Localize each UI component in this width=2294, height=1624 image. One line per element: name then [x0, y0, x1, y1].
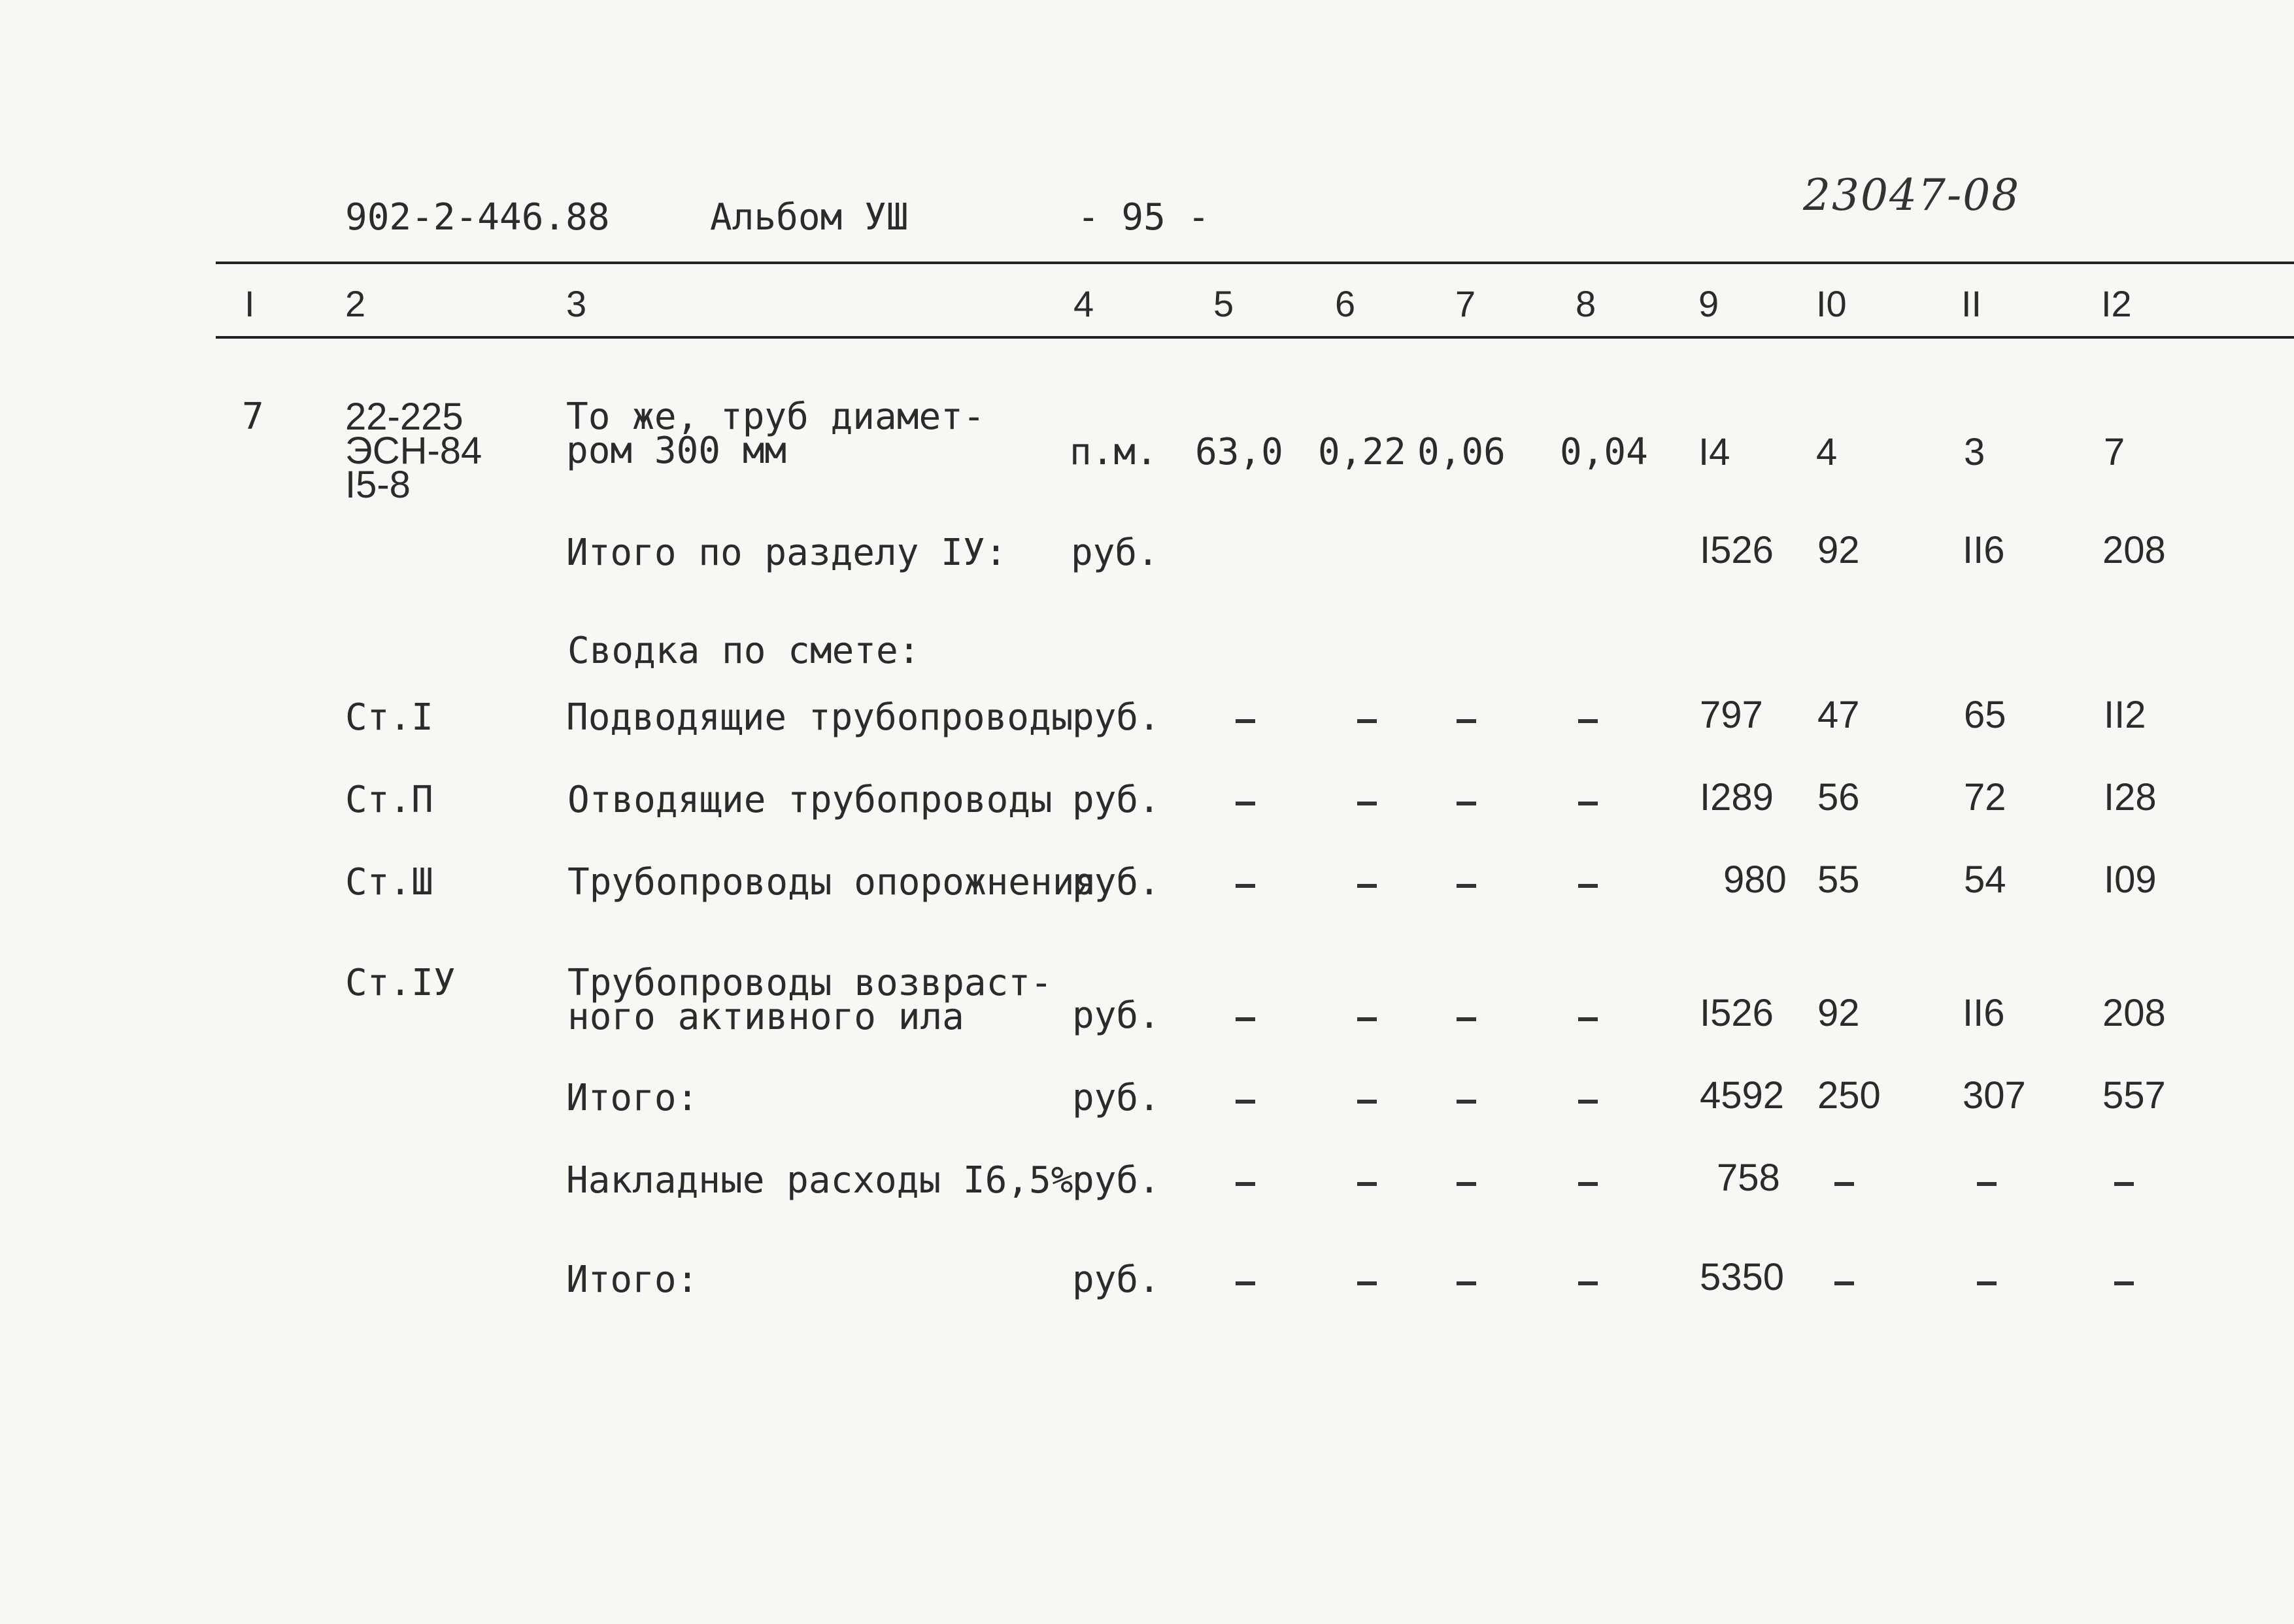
row-col11: 72 — [1964, 776, 2006, 819]
row-description: Отводящие трубопроводы — [567, 779, 1053, 821]
col-num-7: 7 — [1455, 283, 1476, 324]
row-col7-dash — [1457, 1100, 1476, 1104]
row-col7-dash — [1457, 719, 1476, 723]
row-unit: руб. — [1072, 1159, 1160, 1202]
row-unit: руб. — [1072, 1077, 1160, 1119]
row-col12: II2 — [2104, 694, 2146, 736]
row-col8-dash — [1578, 884, 1598, 888]
row-col8-dash — [1578, 1017, 1598, 1021]
row-col8-dash — [1578, 1100, 1598, 1104]
row-col5-dash — [1236, 1281, 1255, 1285]
summary-heading: Сводка по смете: — [567, 630, 920, 672]
document-number: 902-2-446.88 — [345, 196, 610, 239]
row-col8-dash — [1578, 1281, 1598, 1285]
row-col9: 980 — [1723, 858, 1787, 901]
row-col10: 55 — [1817, 858, 1860, 901]
row-description: Итого по разделу IУ: — [566, 532, 1007, 574]
row-col9: 797 — [1700, 694, 1763, 736]
row-description: Трубопроводы опорожнения — [567, 861, 1097, 904]
row-col5-dash — [1236, 719, 1255, 723]
col-num-8: 8 — [1576, 283, 1596, 324]
row-col11-dash — [1977, 1182, 1997, 1186]
row-col9: 4592 — [1700, 1074, 1785, 1117]
row-col12: 208 — [2102, 992, 2166, 1034]
row-description-line: ного активного ила — [567, 996, 964, 1038]
row-col12-dash — [2114, 1182, 2134, 1186]
row-col10: 4 — [1816, 431, 1838, 473]
row-col9: I526 — [1700, 529, 1774, 571]
row-col5-dash — [1236, 884, 1255, 888]
row-col8-dash — [1578, 719, 1598, 723]
row-description — [567, 962, 1053, 1038]
row-col11: 54 — [1964, 858, 2006, 901]
row-description: Итого: — [566, 1077, 699, 1119]
row-col7-dash — [1457, 884, 1476, 888]
row-col7-dash — [1457, 802, 1476, 805]
row-col12: I09 — [2104, 858, 2157, 901]
col-num-3: 3 — [566, 283, 587, 324]
col-num-5: 5 — [1213, 283, 1234, 324]
row-code: Ст.I — [345, 696, 433, 739]
row-code-line: 22-225 — [345, 396, 464, 438]
row-col6: 0,22 — [1318, 431, 1406, 473]
row-description-line: ром 300 мм — [566, 430, 787, 472]
col-num-10: I0 — [1816, 283, 1847, 324]
row-description — [566, 396, 985, 472]
row-unit: руб. — [1072, 1259, 1160, 1301]
row-col7-dash — [1457, 1017, 1476, 1021]
row-col7-dash — [1457, 1182, 1476, 1186]
row-col11: II6 — [1963, 992, 2005, 1034]
col-num-12: I2 — [2101, 283, 2132, 324]
row-unit: руб. — [1072, 861, 1160, 904]
row-col11: 65 — [1964, 694, 2006, 736]
row-col9: 758 — [1717, 1157, 1780, 1199]
row-unit: руб. — [1072, 696, 1160, 739]
col-num-2: 2 — [345, 283, 366, 324]
row-col5: 63,0 — [1195, 431, 1283, 473]
row-col6-dash — [1357, 802, 1377, 805]
row-description: Подводящие трубопроводы — [566, 696, 1073, 739]
row-code: Ст.Ш — [345, 861, 433, 904]
row-col6-dash — [1357, 1100, 1377, 1104]
row-unit: руб. — [1071, 532, 1159, 574]
row-col8: 0,04 — [1560, 431, 1648, 473]
row-col10-dash — [1834, 1281, 1854, 1285]
row-col11-dash — [1977, 1281, 1997, 1285]
row-col10: 47 — [1817, 694, 1860, 736]
row-code: Ст.П — [345, 779, 433, 821]
album-title: Альбом УШ — [710, 196, 909, 239]
row-col7: 0,06 — [1417, 431, 1506, 473]
row-col12-dash — [2114, 1281, 2134, 1285]
col-num-1: I — [245, 283, 255, 324]
row-col9: I526 — [1700, 992, 1774, 1034]
row-col10: 92 — [1817, 529, 1860, 571]
row-col12: 7 — [2104, 431, 2125, 473]
row-description: Итого: — [566, 1259, 699, 1301]
row-col8-dash — [1578, 1182, 1598, 1186]
table-header-rule — [216, 336, 2294, 339]
row-col10-dash — [1834, 1182, 1854, 1186]
table-top-rule — [216, 262, 2294, 264]
row-col5-dash — [1236, 1100, 1255, 1104]
col-num-11: II — [1961, 283, 1982, 324]
row-code: Ст.IУ — [345, 962, 456, 1004]
row-unit: руб. — [1072, 994, 1160, 1037]
row-col11: 3 — [1964, 431, 1985, 473]
row-col6-dash — [1357, 719, 1377, 723]
page-number: - 95 - — [1077, 196, 1210, 239]
row-col11: 307 — [1963, 1074, 2026, 1117]
row-col6-dash — [1357, 1281, 1377, 1285]
row-col9: I4 — [1698, 431, 1730, 473]
row-col10: 92 — [1817, 992, 1860, 1034]
col-num-9: 9 — [1698, 283, 1719, 324]
row-code-line: ЭСН-84 — [345, 430, 482, 472]
row-col9: I289 — [1700, 776, 1774, 819]
row-unit: п.м. — [1070, 431, 1158, 473]
row-col12: I28 — [2104, 776, 2157, 819]
row-code-line: I5-8 — [345, 464, 411, 506]
handwritten-code: 23047-08 — [1803, 170, 2021, 220]
row-col8-dash — [1578, 802, 1598, 805]
row-col12: 208 — [2102, 529, 2166, 571]
row-col10: 250 — [1817, 1074, 1881, 1117]
row-col6-dash — [1357, 884, 1377, 888]
row-col6-dash — [1357, 1017, 1377, 1021]
row-col12: 557 — [2102, 1074, 2166, 1117]
col-num-4: 4 — [1073, 283, 1094, 324]
row-col9: 5350 — [1700, 1256, 1785, 1298]
row-description-line: То же, труб диамет- — [566, 396, 985, 438]
row-col5-dash — [1236, 1182, 1255, 1186]
row-col6-dash — [1357, 1182, 1377, 1186]
row-col5-dash — [1236, 802, 1255, 805]
row-col10: 56 — [1817, 776, 1860, 819]
row-col11: II6 — [1963, 529, 2005, 571]
row-col7-dash — [1457, 1281, 1476, 1285]
row-col5-dash — [1236, 1017, 1255, 1021]
col-num-6: 6 — [1335, 283, 1356, 324]
row-description-line: Трубопроводы возвраст- — [567, 962, 1053, 1004]
row-description: Накладные расходы I6,5% — [566, 1159, 1073, 1202]
row-unit: руб. — [1072, 779, 1160, 821]
row-position: 7 — [242, 396, 264, 438]
row-code — [345, 396, 482, 506]
